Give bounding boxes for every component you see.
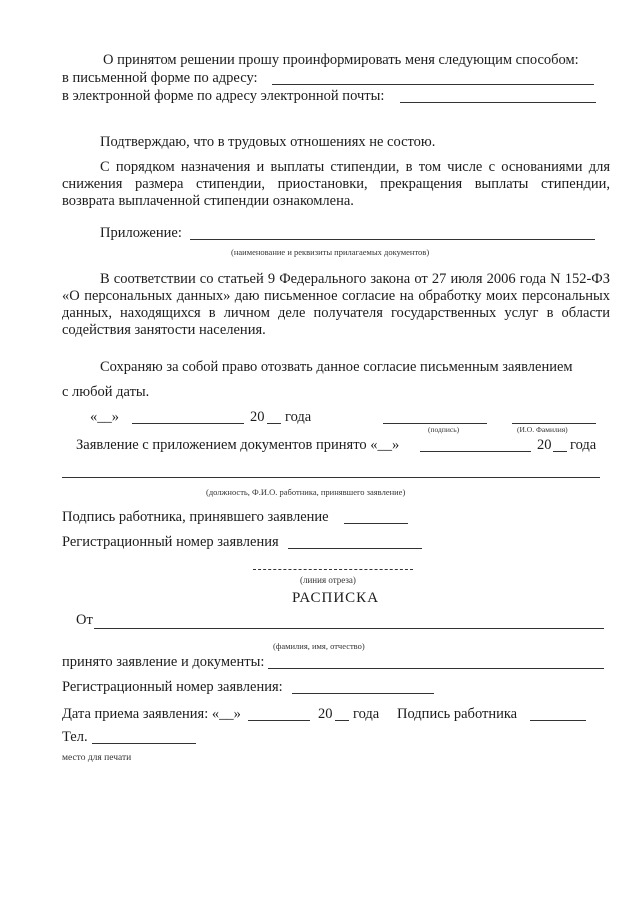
accepted-month-line[interactable]: [420, 451, 531, 452]
position-line[interactable]: [62, 477, 600, 478]
accepted-year-prefix: 20: [537, 437, 552, 453]
receipt-title: РАСПИСКА: [292, 590, 380, 606]
confirm-text: Подтверждаю, что в трудовых отношениях не состою.: [100, 134, 436, 150]
stamp-place-label: место для печати: [62, 753, 132, 763]
date-quote: «__»: [90, 409, 119, 425]
accepted-year-line[interactable]: [553, 451, 567, 452]
receipt-reg-line[interactable]: [292, 693, 434, 694]
signature-caption: (подпись): [428, 425, 460, 434]
revoke-text: Сохраняю за собой право отозвать данное согласие письменным заявлением: [100, 359, 573, 375]
receipt-year-word: года: [353, 706, 380, 722]
reg-number-line[interactable]: [288, 548, 422, 549]
attachment-label: Приложение:: [100, 225, 182, 241]
notify-intro: О принятом решении прошу проинформировать меня следующим способом:: [103, 52, 579, 68]
date-year-prefix: 20: [250, 409, 265, 425]
worker-signature-label: Подпись работника, принявшего заявление: [62, 509, 329, 525]
receipt-from-label: От: [76, 612, 93, 628]
receipt-accepted-label: принято заявление и документы:: [62, 654, 265, 670]
cut-line: [253, 569, 413, 570]
revoke-tail: с любой даты.: [62, 384, 150, 400]
date-month-line[interactable]: [132, 423, 244, 424]
receipt-year-prefix: 20: [318, 706, 333, 722]
notify-electronic-label: в электронной форме по адресу электронной почты:: [62, 88, 385, 104]
date-year-word: года: [285, 409, 312, 425]
receipt-worker-signature-label: Подпись работника: [397, 706, 518, 722]
consent-paragraph: В соответствии со статьей 9 Федерального закона от 27 июля 2006 года N 152-ФЗ «О персональных данных» даю письменное согласие на обработку моих персональных данных, находящихся в личном деле получателя государственных услуг в области содействия занятости населения.: [62, 271, 610, 338]
applicant-signature-line[interactable]: [383, 423, 487, 424]
cut-caption: (линия отреза): [300, 575, 356, 585]
name-caption: (И.О. Фамилия): [517, 425, 568, 434]
receipt-reg-label: Регистрационный номер заявления:: [62, 679, 283, 695]
procedure-paragraph: С порядком назначения и выплаты стипендии, в том числе с основаниями для снижения размера стипендии, приостановки, прекращения выплаты стипендии, возврата выплаченной стипендии ознакомлена.: [62, 159, 610, 209]
receipt-date-label: Дата приема заявления: «__»: [62, 706, 241, 722]
email-address-line[interactable]: [400, 102, 596, 103]
accepted-year-word: года: [570, 437, 597, 453]
receipt-year-line[interactable]: [335, 720, 349, 721]
worker-signature-line[interactable]: [344, 523, 408, 524]
date-year-line[interactable]: [267, 423, 281, 424]
receipt-phone-label: Тел.: [62, 729, 88, 745]
receipt-fio-caption: (фамилия, имя, отчество): [273, 641, 365, 651]
receipt-date-month-line[interactable]: [248, 720, 310, 721]
notify-written-label: в письменной форме по адресу:: [62, 70, 258, 86]
accepted-text: Заявление с приложением документов принято «__»: [76, 437, 400, 453]
attachment-caption: (наименование и реквизиты прилагаемых документов): [231, 247, 430, 257]
receipt-accepted-line[interactable]: [268, 668, 604, 669]
receipt-worker-signature-line[interactable]: [530, 720, 586, 721]
written-address-line[interactable]: [272, 84, 594, 85]
reg-number-label: Регистрационный номер заявления: [62, 534, 279, 550]
receipt-from-line[interactable]: [94, 628, 604, 629]
position-caption: (должность, Ф.И.О. работника, принявшего заявление): [206, 487, 406, 497]
receipt-phone-line[interactable]: [92, 743, 196, 744]
applicant-name-line[interactable]: [512, 423, 596, 424]
attachment-line[interactable]: [190, 239, 595, 240]
